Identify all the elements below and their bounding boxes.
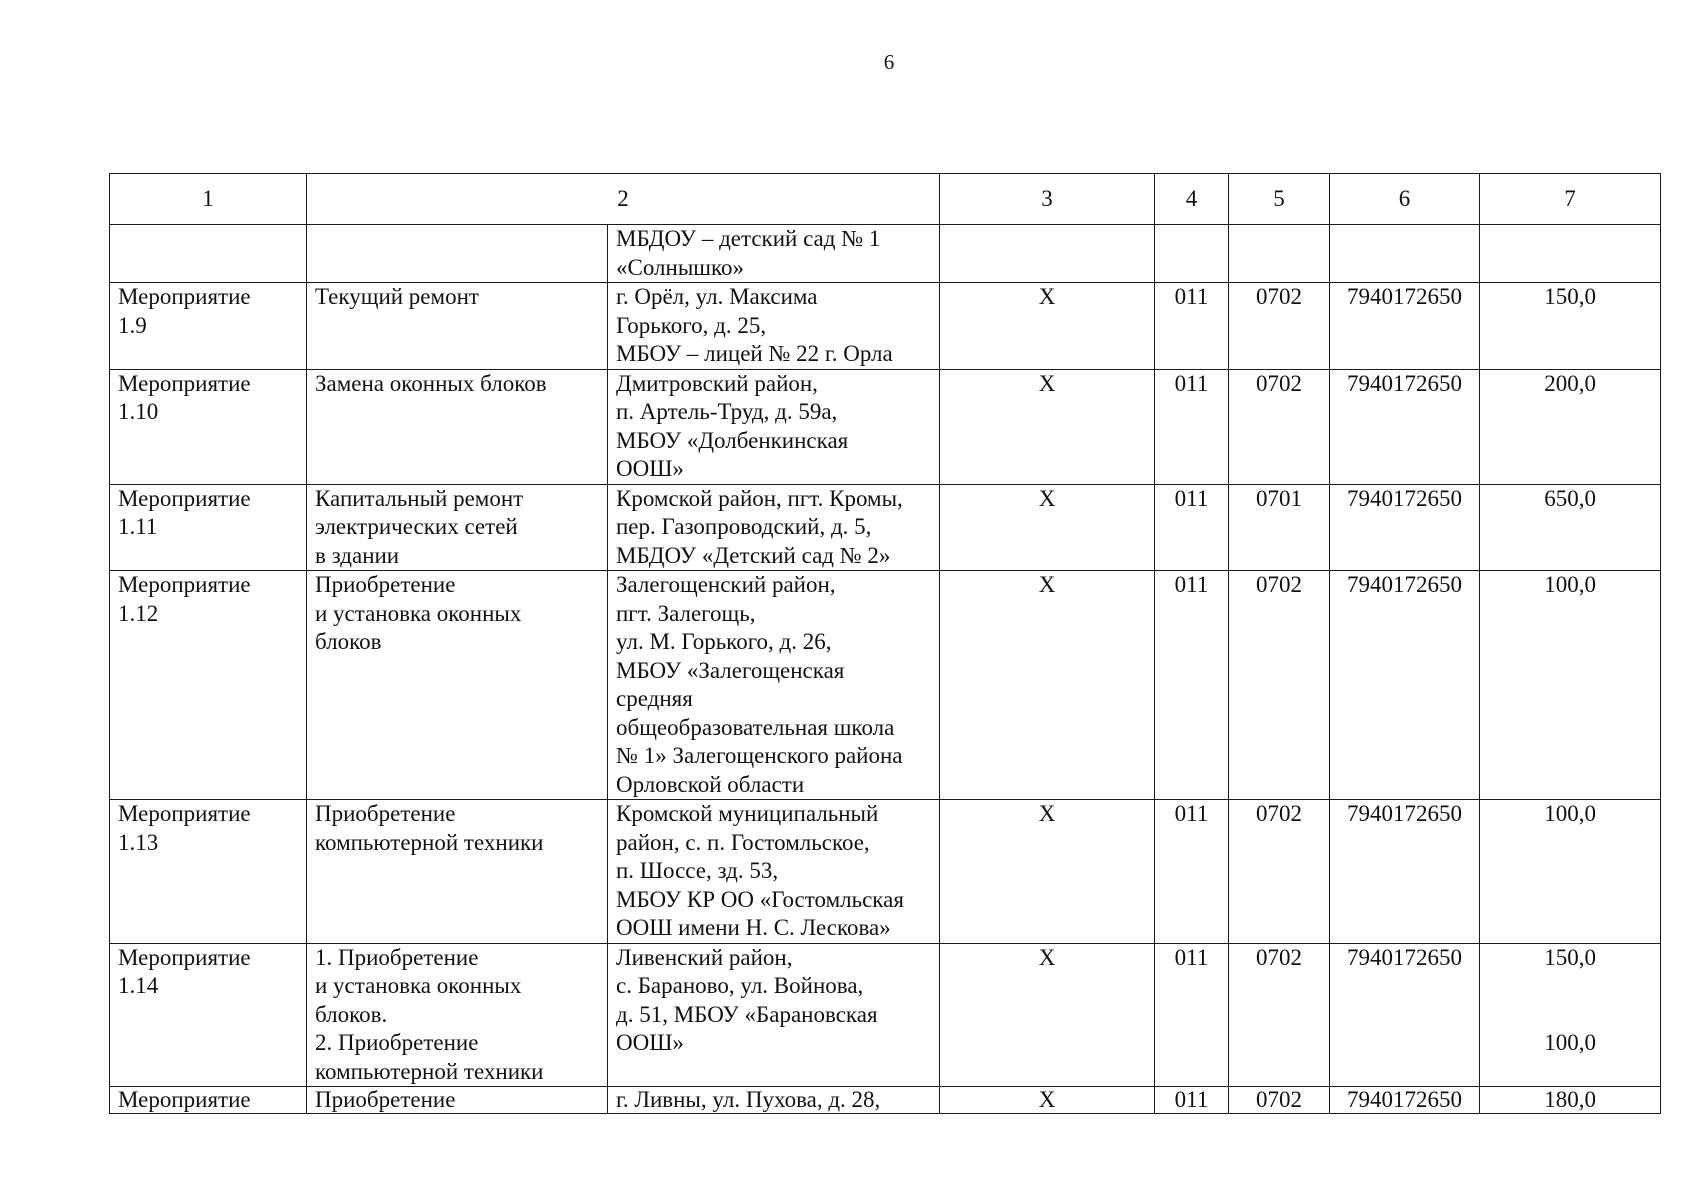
col5-cell: 0702 xyxy=(1229,283,1330,370)
col4-cell: 011 xyxy=(1155,369,1229,484)
event-cell: Мероприятие 1.9 xyxy=(110,283,307,370)
address-cell: Ливенский район, с. Бараново, ул. Войнова, д. 51, МБОУ «Барановская ООШ» xyxy=(608,943,940,1087)
event-cell: Мероприятие 1.14 xyxy=(110,943,307,1087)
col5-cell: 0702 xyxy=(1229,369,1330,484)
amount-value: 650,0 xyxy=(1544,485,1596,511)
event-cell xyxy=(110,225,307,283)
header-cell-7: 7 xyxy=(1480,174,1661,225)
table-row xyxy=(110,1087,1661,1114)
header-cell-6: 6 xyxy=(1330,174,1480,225)
event-cell: Мероприятие 1.13 xyxy=(110,800,307,944)
col3-cell: Х xyxy=(940,1087,1155,1114)
col4-cell: 011 xyxy=(1155,283,1229,370)
col6-cell: 7940172650 xyxy=(1330,943,1480,1087)
col4-cell: 011 xyxy=(1155,800,1229,944)
table-row xyxy=(110,369,1661,484)
col3-cell: Х xyxy=(940,943,1155,1087)
col4-cell: 011 xyxy=(1155,484,1229,571)
amount-cell xyxy=(1480,484,1661,571)
col6-cell: 7940172650 xyxy=(1330,369,1480,484)
col4-cell: 011 xyxy=(1155,1087,1229,1114)
address-cell: Дмитровский район, п. Артель-Труд, д. 59а, МБОУ «Долбенкинская ООШ» xyxy=(608,369,940,484)
amount-value: 150,0 xyxy=(1544,284,1596,309)
amount-value: 100,0 xyxy=(1544,572,1596,597)
amount-cell xyxy=(1480,571,1661,800)
address-cell: МБДОУ – детский сад № 1 «Солнышко» xyxy=(608,225,940,283)
header-cell-2: 2 xyxy=(307,174,940,225)
description-cell: Замена оконных блоков xyxy=(307,369,608,484)
col3-cell: Х xyxy=(940,369,1155,484)
event-cell: Мероприятие 1.10 xyxy=(110,369,307,484)
col6-cell: 7940172650 xyxy=(1330,571,1480,800)
col5-cell: 0702 xyxy=(1229,800,1330,944)
col5-cell: 0701 xyxy=(1229,484,1330,571)
col3-cell: Х xyxy=(940,800,1155,944)
amount-cell xyxy=(1480,800,1661,944)
address-cell: Кромской муниципальный район, с. п. Гостомльское, п. Шоссе, зд. 53, МБОУ КР ОО «Гостомльская ООШ имени Н. С. Лескова» xyxy=(608,800,940,944)
col5-cell: 0702 xyxy=(1229,571,1330,800)
address-cell: Кромской район, пгт. Кромы, пер. Газопроводский, д. 5, МБДОУ «Детский сад № 2» xyxy=(608,484,940,571)
description-cell: Капитальный ремонт электрических сетей в здании xyxy=(307,484,608,571)
description-cell: 1. Приобретение и установка оконных блоков. 2. Приобретение компьютерной техники xyxy=(307,943,608,1087)
amount-value: 200,0 xyxy=(1544,370,1596,396)
description-cell xyxy=(307,225,608,283)
col4-cell: 011 xyxy=(1155,571,1229,800)
col6-cell xyxy=(1330,225,1480,283)
events-table xyxy=(109,173,1661,1114)
amount-cell xyxy=(1480,283,1661,370)
amount-value: 100,0 xyxy=(1544,1030,1596,1055)
col4-cell xyxy=(1155,225,1229,283)
description-cell: Приобретение компьютерной техники xyxy=(307,800,608,944)
amount-cell xyxy=(1480,369,1661,484)
amount-value: 180,0 xyxy=(1544,1087,1596,1112)
amount-cell xyxy=(1480,1087,1661,1114)
col6-cell: 7940172650 xyxy=(1330,484,1480,571)
col6-cell: 7940172650 xyxy=(1330,283,1480,370)
event-cell: Мероприятие 1.11 xyxy=(110,484,307,571)
col5-cell: 0702 xyxy=(1229,1087,1330,1114)
table-row xyxy=(110,943,1661,1087)
amount-value: 150,0 xyxy=(1544,944,1596,970)
address-cell: г. Ливны, ул. Пухова, д. 28, xyxy=(608,1087,940,1114)
col5-cell xyxy=(1229,225,1330,283)
description-cell: Текущий ремонт xyxy=(307,283,608,370)
address-cell: Залегощенский район, пгт. Залегощь, ул. М. Горького, д. 26, МБОУ «Залегощенская средняя общеобразовательная школа № 1» Залегощенского района Орловской области xyxy=(608,571,940,800)
table-row xyxy=(110,484,1661,571)
col3-cell: Х xyxy=(940,484,1155,571)
page-number: 6 xyxy=(883,50,895,74)
table-row xyxy=(110,283,1661,370)
amount-cell xyxy=(1480,943,1661,1087)
col6-cell: 7940172650 xyxy=(1330,800,1480,944)
table-row xyxy=(110,225,1661,283)
amount-cell xyxy=(1480,225,1661,283)
col3-cell: Х xyxy=(940,283,1155,370)
description-cell: Приобретение и установка оконных блоков xyxy=(307,571,608,800)
col6-cell: 7940172650 xyxy=(1330,1087,1480,1114)
col3-cell xyxy=(940,225,1155,283)
header-cell-5: 5 xyxy=(1229,174,1330,225)
header-cell-1: 1 xyxy=(110,174,307,225)
header-cell-4: 4 xyxy=(1155,174,1229,225)
table-body xyxy=(110,174,1661,1114)
event-cell: Мероприятие 1.12 xyxy=(110,571,307,800)
address-cell: г. Орёл, ул. Максима Горького, д. 25, МБОУ – лицей № 22 г. Орла xyxy=(608,283,940,370)
col5-cell: 0702 xyxy=(1229,943,1330,1087)
col4-cell: 011 xyxy=(1155,943,1229,1087)
col3-cell: Х xyxy=(940,571,1155,800)
table-row xyxy=(110,800,1661,944)
table-header-row xyxy=(110,174,1661,225)
table-row xyxy=(110,571,1661,800)
amount-value: 100,0 xyxy=(1544,801,1596,826)
event-cell: Мероприятие xyxy=(110,1087,307,1114)
header-cell-3: 3 xyxy=(940,174,1155,225)
description-cell: Приобретение xyxy=(307,1087,608,1114)
